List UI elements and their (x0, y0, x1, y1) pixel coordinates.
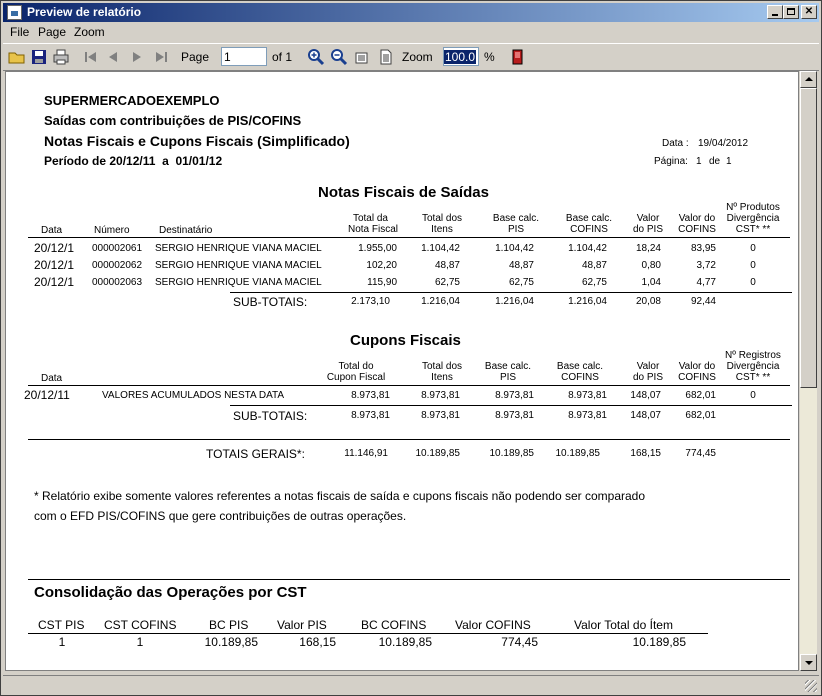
totais-bcpis: 10.189,85 (489, 448, 534, 459)
cf-header-bcpis-1: Base calc. (484, 361, 532, 372)
totais-label: TOTAIS GERAIS*: (206, 447, 305, 461)
nf-row-bccofins: 1.104,42 (568, 243, 607, 254)
nf-row-dest: SERGIO HENRIQUE VIANA MACIEL (155, 243, 322, 254)
cf-header-itens-2: Itens (431, 372, 453, 383)
cf-header-vpis-2: do PIS (632, 372, 664, 383)
nf-row-vcofins: 3,72 (696, 260, 716, 271)
period-end: 01/01/12 (175, 154, 223, 168)
print-icon[interactable] (52, 48, 70, 66)
percent-label: % (484, 50, 495, 64)
close-icon[interactable] (508, 48, 526, 66)
nf-row-data: 20/12/1 (34, 241, 75, 255)
date-label: Data : (662, 138, 689, 149)
cf-subtotal-vpis: 148,07 (630, 410, 661, 421)
note-line-1: * Relatório exibe somente valores referentes a notas fiscais de saída e cupons fiscais não podendo ser comparado (34, 489, 646, 503)
cf-header-bccofins-2: COFINS (561, 372, 599, 383)
cf-subtotal-total: 8.973,81 (351, 410, 390, 421)
cf-row-data: 20/12/11 (24, 388, 70, 402)
nf-row-itens: 62,75 (434, 277, 460, 288)
cf-header-div-3: CST* ** (735, 372, 771, 383)
cf-subtotal-line (230, 405, 792, 406)
cst-row-valor-pis: 168,15 (299, 635, 336, 649)
menu-bar (3, 23, 819, 41)
totais-total: 11.146,91 (344, 448, 388, 459)
report-title-2: Notas Fiscais e Cupons Fiscais (Simplificado) (44, 133, 350, 149)
nf-subtotal-total: 2.173,10 (351, 296, 390, 307)
report-viewport[interactable] (5, 71, 799, 671)
cf-header-total-1: Total do (338, 361, 374, 372)
cst-row-valor-total: 10.189,85 (632, 635, 686, 649)
cst-row-valor-cofins: 774,45 (501, 635, 538, 649)
nf-header-bccofins-1: Base calc. (565, 213, 613, 224)
nf-row-data: 20/12/1 (34, 275, 75, 289)
nf-header-div-2: Divergência (726, 213, 780, 224)
nf-subtotal-vpis: 20,08 (635, 296, 661, 307)
next-page-icon[interactable] (128, 48, 146, 66)
nf-header-bccofins-2: COFINS (570, 224, 608, 235)
cst-header-valor-cofins: Valor COFINS (455, 618, 531, 632)
cf-row-desc: VALORES ACUMULADOS NESTA DATA (102, 390, 285, 401)
nf-header-line (28, 237, 790, 238)
totais-line (28, 439, 790, 440)
nf-subtotal-bcpis: 1.216,04 (495, 296, 534, 307)
maximize-button[interactable] (783, 5, 799, 19)
page-info-total: 1 (726, 156, 732, 167)
nf-row-vpis: 0,80 (641, 260, 661, 271)
totais-vpis: 168,15 (630, 448, 661, 459)
nf-row-vpis: 1,04 (641, 277, 661, 288)
cf-subtotal-vcofins: 682,01 (685, 410, 716, 421)
nf-header-data: Data (41, 225, 63, 236)
nf-subtotal-bccofins: 1.216,04 (568, 296, 607, 307)
cf-subtotal-bcpis: 8.973,81 (495, 410, 534, 421)
cst-header-valor-pis: Valor PIS (277, 618, 327, 632)
nf-header-div-3: CST* ** (735, 224, 771, 235)
page-width-icon[interactable] (354, 48, 372, 66)
nf-subtotal-itens: 1.216,04 (421, 296, 460, 307)
nf-header-div-1: Nº Produtos (726, 202, 780, 213)
totais-bccofins: 10.189,85 (555, 448, 600, 459)
cf-header-bcpis-2: PIS (499, 372, 517, 383)
page-info-de: de (709, 156, 721, 167)
totais-itens: 10.189,85 (415, 448, 460, 459)
status-bar (3, 675, 819, 694)
nf-row-vpis: 18,24 (635, 243, 661, 254)
page-label: Page (181, 50, 210, 64)
nf-header-total-1: Total da (352, 213, 388, 224)
nf-row-bccofins: 48,87 (581, 260, 607, 271)
nf-header-vcofins-1: Valor do (678, 213, 716, 224)
nf-row-itens: 48,87 (434, 260, 460, 271)
page-of-label: of 1 (272, 50, 293, 64)
vertical-scrollbar[interactable] (800, 71, 817, 671)
nf-header-destinatario: Destinatário (159, 225, 213, 236)
zoom-in-icon[interactable] (307, 48, 325, 66)
nf-header-vpis-1: Valor (636, 213, 660, 224)
cst-header-cst-pis: CST PIS (38, 618, 85, 632)
cf-header-data: Data (41, 373, 63, 384)
save-icon[interactable] (30, 48, 48, 66)
cf-section-title: Cupons Fiscais (350, 332, 461, 349)
nf-header-bcpis-2: PIS (507, 224, 525, 235)
close-window-button[interactable]: ✕ (801, 5, 817, 19)
nf-row-total: 102,20 (366, 260, 397, 271)
period-start: Período de 20/12/11 (44, 154, 156, 168)
nf-row-vcofins: 4,77 (696, 277, 716, 288)
nf-row-numero: 000002062 (92, 260, 143, 271)
cf-row-total: 8.973,81 (351, 390, 390, 401)
nf-row-numero: 000002061 (92, 243, 143, 254)
cf-header-vcofins-2: COFINS (678, 372, 716, 383)
cf-row-vpis: 148,07 (630, 390, 661, 401)
nf-row-itens: 1.104,42 (421, 243, 460, 254)
page-info-label: Página: (654, 156, 688, 167)
nf-row-div: 0 (750, 260, 756, 271)
cf-header-div-1: Nº Registros (725, 350, 781, 361)
cst-top-line (28, 579, 790, 580)
whole-page-icon[interactable] (377, 48, 395, 66)
nf-header-vcofins-2: COFINS (678, 224, 716, 235)
date-value: 19/04/2012 (698, 138, 749, 149)
company-name: SUPERMERCADOEXEMPLO (44, 93, 220, 108)
cf-header-line (28, 385, 790, 386)
nf-header-itens-1: Total dos (421, 213, 463, 224)
cst-section-title: Consolidação das Operações por CST (34, 584, 307, 601)
nf-header-itens-2: Itens (431, 224, 453, 235)
note-line-2: com o EFD PIS/COFINS que gere contribuições de outras operações. (34, 509, 407, 523)
nf-row-div: 0 (750, 277, 756, 288)
nf-row-bccofins: 62,75 (581, 277, 607, 288)
cf-subtotal-itens: 8.973,81 (421, 410, 460, 421)
nf-row-bcpis: 62,75 (508, 277, 534, 288)
cst-row-bc-cofins: 10.189,85 (378, 635, 432, 649)
report-title-1: Saídas com contribuições de PIS/COFINS (44, 113, 302, 128)
cf-header-total-2: Cupon Fiscal (326, 372, 386, 383)
cst-header-line (28, 633, 708, 634)
cf-header-vcofins-1: Valor do (678, 361, 716, 372)
cf-header-bccofins-1: Base calc. (556, 361, 604, 372)
menu-file[interactable]: File (10, 25, 30, 39)
minimize-button[interactable] (767, 5, 783, 19)
nf-header-numero: Número (94, 225, 130, 236)
zoom-label: Zoom (402, 50, 433, 64)
nf-subtotal-vcofins: 92,44 (690, 296, 716, 307)
scroll-thumb[interactable] (800, 88, 817, 388)
cf-row-div: 0 (750, 390, 756, 401)
nf-section-title: Notas Fiscais de Saídas (318, 184, 489, 201)
first-page-icon[interactable] (82, 48, 100, 66)
nf-row-data: 20/12/1 (34, 258, 75, 272)
window-title: Preview de relatório (27, 5, 142, 19)
cst-header-bc-cofins: BC COFINS (361, 618, 427, 632)
cst-header-bc-pis: BC PIS (209, 618, 249, 632)
scroll-up-button[interactable] (800, 71, 817, 88)
cf-row-itens: 8.973,81 (421, 390, 460, 401)
menu-page[interactable]: Page (38, 25, 67, 39)
totais-vcofins: 774,45 (685, 448, 716, 459)
cst-row-cst-pis: 1 (58, 635, 66, 649)
nf-subtotal-label: SUB-TOTAIS: (233, 295, 308, 309)
app-icon (7, 5, 22, 20)
cf-header-itens-1: Total dos (421, 361, 463, 372)
cf-row-vcofins: 682,01 (685, 390, 716, 401)
nf-row-div: 0 (750, 243, 756, 254)
cf-header-vpis-1: Valor (636, 361, 660, 372)
nf-header-vpis-2: do PIS (632, 224, 664, 235)
cf-subtotal-bccofins: 8.973,81 (568, 410, 607, 421)
nf-header-total-2: Nota Fiscal (347, 224, 398, 235)
nf-row-numero: 000002063 (92, 277, 143, 288)
nf-row-total: 1.955,00 (358, 243, 397, 254)
zoom-value: 100.0 (445, 50, 476, 64)
title-bar[interactable] (3, 3, 819, 22)
cf-subtotal-label: SUB-TOTAIS: (233, 409, 308, 423)
cst-row-cst-cofins: 1 (136, 635, 144, 649)
prev-page-icon[interactable] (104, 48, 122, 66)
nf-row-dest: SERGIO HENRIQUE VIANA MACIEL (155, 277, 322, 288)
cst-header-cst-cofins: CST COFINS (104, 618, 177, 632)
nf-row-dest: SERGIO HENRIQUE VIANA MACIEL (155, 260, 322, 271)
page-input[interactable]: 1 (221, 47, 267, 66)
nf-row-bcpis: 1.104,42 (495, 243, 534, 254)
resize-grip[interactable] (805, 680, 817, 692)
zoom-input[interactable] (443, 47, 479, 66)
period (44, 154, 222, 168)
zoom-out-icon[interactable] (330, 48, 348, 66)
last-page-icon[interactable] (152, 48, 170, 66)
nf-row-total: 115,90 (367, 277, 397, 288)
nf-row-bcpis: 48,87 (508, 260, 534, 271)
cst-header-valor-total: Valor Total do Ítem (574, 618, 673, 632)
nf-header-bcpis-1: Base calc. (492, 213, 540, 224)
cf-row-bccofins: 8.973,81 (568, 390, 607, 401)
nf-subtotal-line (230, 292, 792, 293)
scroll-down-button[interactable] (800, 654, 817, 671)
cst-row-bc-pis: 10.189,85 (204, 635, 258, 649)
cf-header-div-2: Divergência (726, 361, 780, 372)
period-to: a (162, 154, 169, 168)
open-icon[interactable] (8, 48, 26, 66)
nf-row-vcofins: 83,95 (690, 243, 716, 254)
menu-zoom[interactable]: Zoom (74, 25, 105, 39)
toolbar (3, 43, 819, 71)
cf-row-bcpis: 8.973,81 (495, 390, 534, 401)
page-info-value: 1 (696, 156, 702, 167)
